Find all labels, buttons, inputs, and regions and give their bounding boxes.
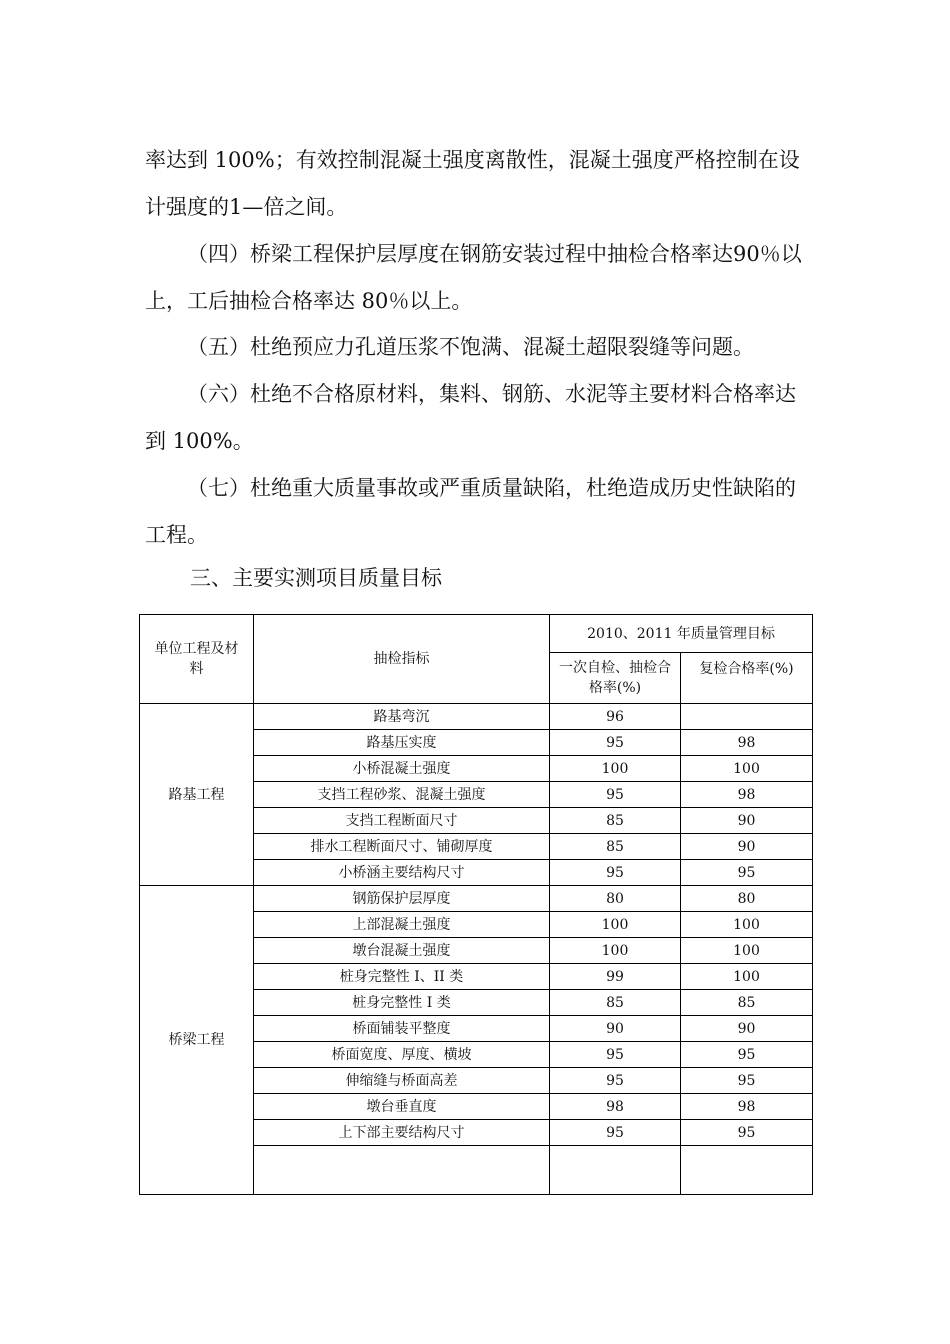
first-rate-cell: 95 [550, 782, 681, 808]
indicator-cell: 上部混凝土强度 [254, 912, 550, 938]
indicator-cell: 伸缩缝与桥面高差 [254, 1068, 550, 1094]
indicator-cell [254, 1146, 550, 1195]
indicator-cell: 排水工程断面尺寸、铺砌厚度 [254, 834, 550, 860]
first-rate-cell: 85 [550, 808, 681, 834]
recheck-rate-cell: 98 [681, 1094, 813, 1120]
recheck-rate-cell: 95 [681, 860, 813, 886]
paragraph-item-4: （四）桥梁工程保护层厚度在钢筋安装过程中抽检合格率达90％以上，工后抽检合格率达 80％以上。 [145, 242, 802, 313]
indicator-cell: 路基弯沉 [254, 704, 550, 730]
recheck-rate-cell: 85 [681, 990, 813, 1016]
paragraph-item-7: （七）杜绝重大质量事故或严重质量缺陷，杜绝造成历史性缺陷的工程。 [145, 476, 796, 547]
first-rate-cell: 90 [550, 1016, 681, 1042]
header-recheck-rate: 复检合格率(%) [681, 653, 813, 704]
recheck-rate-cell: 100 [681, 938, 813, 964]
first-rate-cell: 85 [550, 990, 681, 1016]
recheck-rate-cell: 95 [681, 1068, 813, 1094]
first-rate-cell: 85 [550, 834, 681, 860]
indicator-cell: 桩身完整性 I、II 类 [254, 964, 550, 990]
indicator-cell: 桥面铺装平整度 [254, 1016, 550, 1042]
first-rate-cell: 95 [550, 860, 681, 886]
indicator-cell: 路基压实度 [254, 730, 550, 756]
recheck-rate-cell: 90 [681, 1016, 813, 1042]
first-rate-cell [550, 1146, 681, 1195]
section-heading: 三、主要实测项目质量目标 [190, 566, 442, 590]
recheck-rate-cell: 98 [681, 730, 813, 756]
recheck-rate-cell: 100 [681, 912, 813, 938]
first-rate-cell: 100 [550, 912, 681, 938]
first-rate-cell: 80 [550, 886, 681, 912]
indicator-cell: 桥面宽度、厚度、横坡 [254, 1042, 550, 1068]
first-rate-cell: 95 [550, 1120, 681, 1146]
indicator-cell: 上下部主要结构尺寸 [254, 1120, 550, 1146]
indicator-cell: 支挡工程断面尺寸 [254, 808, 550, 834]
indicator-cell: 支挡工程砂浆、混凝土强度 [254, 782, 550, 808]
recheck-rate-cell: 100 [681, 964, 813, 990]
header-target-group: 2010、2011 年质量管理目标 [550, 615, 813, 653]
first-rate-cell: 99 [550, 964, 681, 990]
indicator-cell: 桩身完整性 I 类 [254, 990, 550, 1016]
indicator-cell: 墩台垂直度 [254, 1094, 550, 1120]
recheck-rate-cell: 95 [681, 1120, 813, 1146]
recheck-rate-cell: 80 [681, 886, 813, 912]
indicator-cell: 钢筋保护层厚度 [254, 886, 550, 912]
recheck-rate-cell: 90 [681, 834, 813, 860]
indicator-cell: 小桥混凝土强度 [254, 756, 550, 782]
recheck-rate-cell [681, 704, 813, 730]
paragraph-item-6: （六）杜绝不合格原材料，集料、钢筋、水泥等主要材料合格率达到 100%。 [145, 382, 796, 453]
quality-target-table [139, 614, 813, 1195]
header-first-rate: 一次自检、抽检合格率(%) [550, 653, 681, 704]
first-rate-cell: 98 [550, 1094, 681, 1120]
first-rate-cell: 100 [550, 756, 681, 782]
indicator-cell: 小桥涵主要结构尺寸 [254, 860, 550, 886]
header-unit: 单位工程及材料 [140, 615, 254, 704]
first-rate-cell: 95 [550, 1042, 681, 1068]
indicator-cell: 墩台混凝土强度 [254, 938, 550, 964]
unit-cell: 路基工程 [140, 704, 254, 886]
table-row [140, 704, 813, 730]
recheck-rate-cell: 100 [681, 756, 813, 782]
paragraph-concrete-strength: 率达到 100%；有效控制混凝土强度离散性，混凝土强度严格控制在设计强度的1—倍之间。 [145, 148, 800, 219]
first-rate-cell: 100 [550, 938, 681, 964]
first-rate-cell: 95 [550, 730, 681, 756]
header-indicator: 抽检指标 [254, 615, 550, 704]
first-rate-cell: 95 [550, 1068, 681, 1094]
recheck-rate-cell: 98 [681, 782, 813, 808]
first-rate-cell: 96 [550, 704, 681, 730]
paragraph-item-5: （五）杜绝预应力孔道压浆不饱满、混凝土超限裂缝等问题。 [187, 335, 754, 359]
recheck-rate-cell [681, 1146, 813, 1195]
unit-cell: 桥梁工程 [140, 886, 254, 1195]
table-row [140, 886, 813, 912]
recheck-rate-cell: 90 [681, 808, 813, 834]
recheck-rate-cell: 95 [681, 1042, 813, 1068]
